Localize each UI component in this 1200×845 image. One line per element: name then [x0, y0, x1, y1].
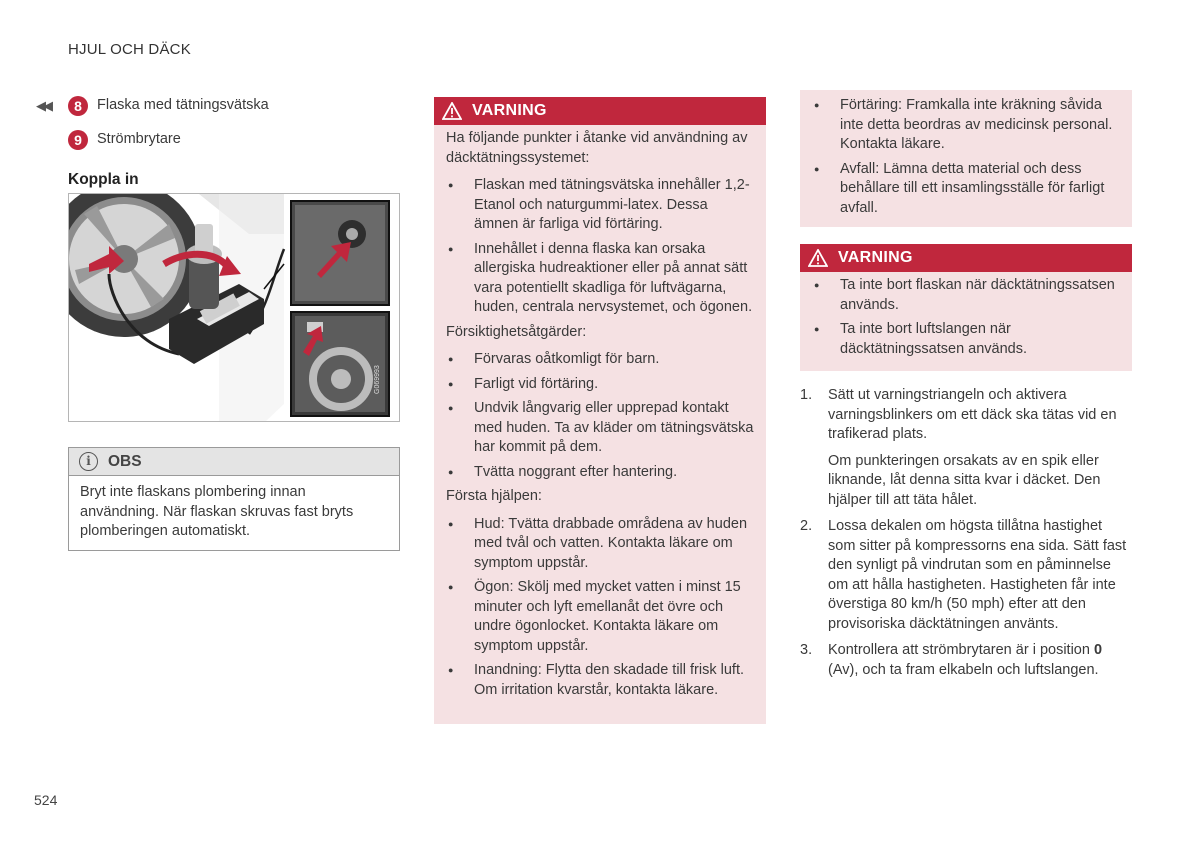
compressor-illustration: [69, 194, 400, 422]
warning-bullet-list: [812, 276, 1120, 359]
chapter-header: HJUL OCH DÄCK: [68, 41, 191, 58]
callout-number-badge: 8: [68, 96, 88, 116]
section-title: Koppla in: [68, 171, 139, 188]
note-title: OBS: [108, 452, 142, 470]
warning-title: VARNING: [838, 249, 913, 267]
step-text: Lossa dekalen om högsta tillåtna hastighet som sitter på kompressorns ena sida. Sätt fast den synligt på vindrutan som en påminnelse om att hålla hastigheten. Hastigheten får inte överstiga 80 km/h (50 mph) efter att den provisoriska däcktätningen använts.: [828, 518, 1127, 632]
list-item: ● Farligt vid förtäring.: [446, 375, 754, 395]
page-number: 524: [34, 792, 58, 808]
warning-box-2: [800, 244, 1132, 371]
figure-code: G069993: [374, 365, 381, 394]
position-value: 0: [1093, 642, 1103, 658]
step-note: Om punkteringen orsakats av en spik eller liknande, låt denna sitta kvar i däcket. Den hjälper till att täta hålet.: [828, 452, 1101, 508]
callout-item-9: [68, 130, 181, 150]
warning-continuation-list: [812, 96, 1120, 218]
callout-item-8: [68, 96, 269, 116]
note-text: Bryt inte flaskans plombering innan användning. När flaskan skruvas fast bryts plomberingen automatiskt.: [80, 484, 354, 539]
warning-box: [434, 97, 766, 724]
inset-valve-graphic: [291, 201, 389, 305]
callout-number-badge: 9: [68, 130, 88, 150]
warning-continuation-body: [800, 90, 1132, 231]
list-item: ● Ögon: Skölj med mycket vatten i minst 15 minuter och lyft emellanåt det övre och undre ögonlocket. Kontakta läkare om symptom uppstår.: [446, 578, 754, 656]
warning-body: [434, 125, 766, 713]
precautions-heading: Försiktighetsåtgärder:: [446, 323, 587, 340]
warning-body: [800, 272, 1132, 372]
step-item-1: [800, 386, 1132, 510]
warning-intro: Ha följande punkter i åtanke vid användning av däcktätningssystemet:: [446, 130, 748, 166]
list-item: ● Förtäring: Framkalla inte kräkning såvida inte detta beordras av medicinsk personal. Kontakta läkare.: [812, 96, 1120, 155]
step-number: 1.: [800, 387, 813, 403]
info-icon: i: [79, 452, 98, 471]
callout-label: Flaska med tätningsvätska: [97, 97, 269, 113]
warning-header: [434, 97, 766, 125]
list-item: ● Hud: Tvätta drabbade områdena av huden med tvål och vatten. Kontakta läkare om symptom uppstår.: [446, 515, 754, 574]
procedure-steps: [800, 386, 1132, 687]
list-item: ● Undvik långvarig eller upprepad kontakt med huden. Ta av kläder om tätningsvätska har kommit på dem.: [446, 399, 754, 458]
step-number: 2.: [800, 518, 813, 534]
precautions-list: [446, 350, 754, 482]
step-text: [828, 641, 1132, 680]
illustration-figure: [68, 193, 400, 422]
step-text-part: (Av), och ta fram elkabeln och luftslangen.: [828, 661, 1099, 678]
step-item-3: [800, 641, 1132, 680]
note-box: [68, 447, 400, 551]
first-aid-heading: Första hjälpen:: [446, 488, 542, 504]
back-reference-marker: ◀◀: [36, 98, 50, 113]
list-item: ● Flaskan med tätningsvätska innehåller 1,2-Etanol och naturgummi-latex. Dessa ämnen är farliga vid förtäring.: [446, 176, 754, 235]
callout-label: Strömbrytare: [97, 131, 181, 147]
step-text: Sätt ut varningstriangeln och aktivera varningsblinkers om ett däck ska tätas vid en trafikerad plats.: [828, 387, 1117, 442]
list-item: ● Avfall: Lämna detta material och dess behållare till ett insamlingsställe för farligt avfall.: [812, 160, 1120, 219]
warning-header: [800, 244, 1132, 272]
warning-triangle-icon: [442, 102, 462, 120]
list-item: ● Ta inte bort luftslangen när däcktätningssatsen används.: [812, 320, 1120, 359]
warning-continuation-box: [800, 90, 1132, 227]
list-item: ● Ta inte bort flaskan när däcktätningssatsen används.: [812, 276, 1120, 315]
inset-dashboard-graphic: [291, 312, 389, 416]
list-item: ● Inandning: Flytta den skadade till frisk luft. Om irritation kvarstår, kontakta läkare.: [446, 661, 754, 700]
list-item: ● Tvätta noggrant efter hantering.: [446, 463, 754, 483]
list-item: ● Innehållet i denna flaska kan orsaka allergiska hudreaktioner eller på annat sätt vara potentiellt skadliga för luftvägarna, huden, centrala nervsystemet, och ögonen.: [446, 240, 754, 318]
first-aid-list: [446, 515, 754, 701]
step-number: 3.: [800, 642, 813, 658]
note-header: [69, 448, 399, 476]
step-text-part: Kontrollera att strömbrytaren är i position: [828, 642, 1094, 658]
list-item: ● Förvaras oåtkomligt för barn.: [446, 350, 754, 370]
warning-bullet-list: [446, 176, 754, 318]
step-item-2: [800, 517, 1132, 634]
warning-triangle-icon: [808, 249, 828, 267]
steps-list: [800, 386, 1132, 680]
warning-title: VARNING: [472, 102, 547, 120]
